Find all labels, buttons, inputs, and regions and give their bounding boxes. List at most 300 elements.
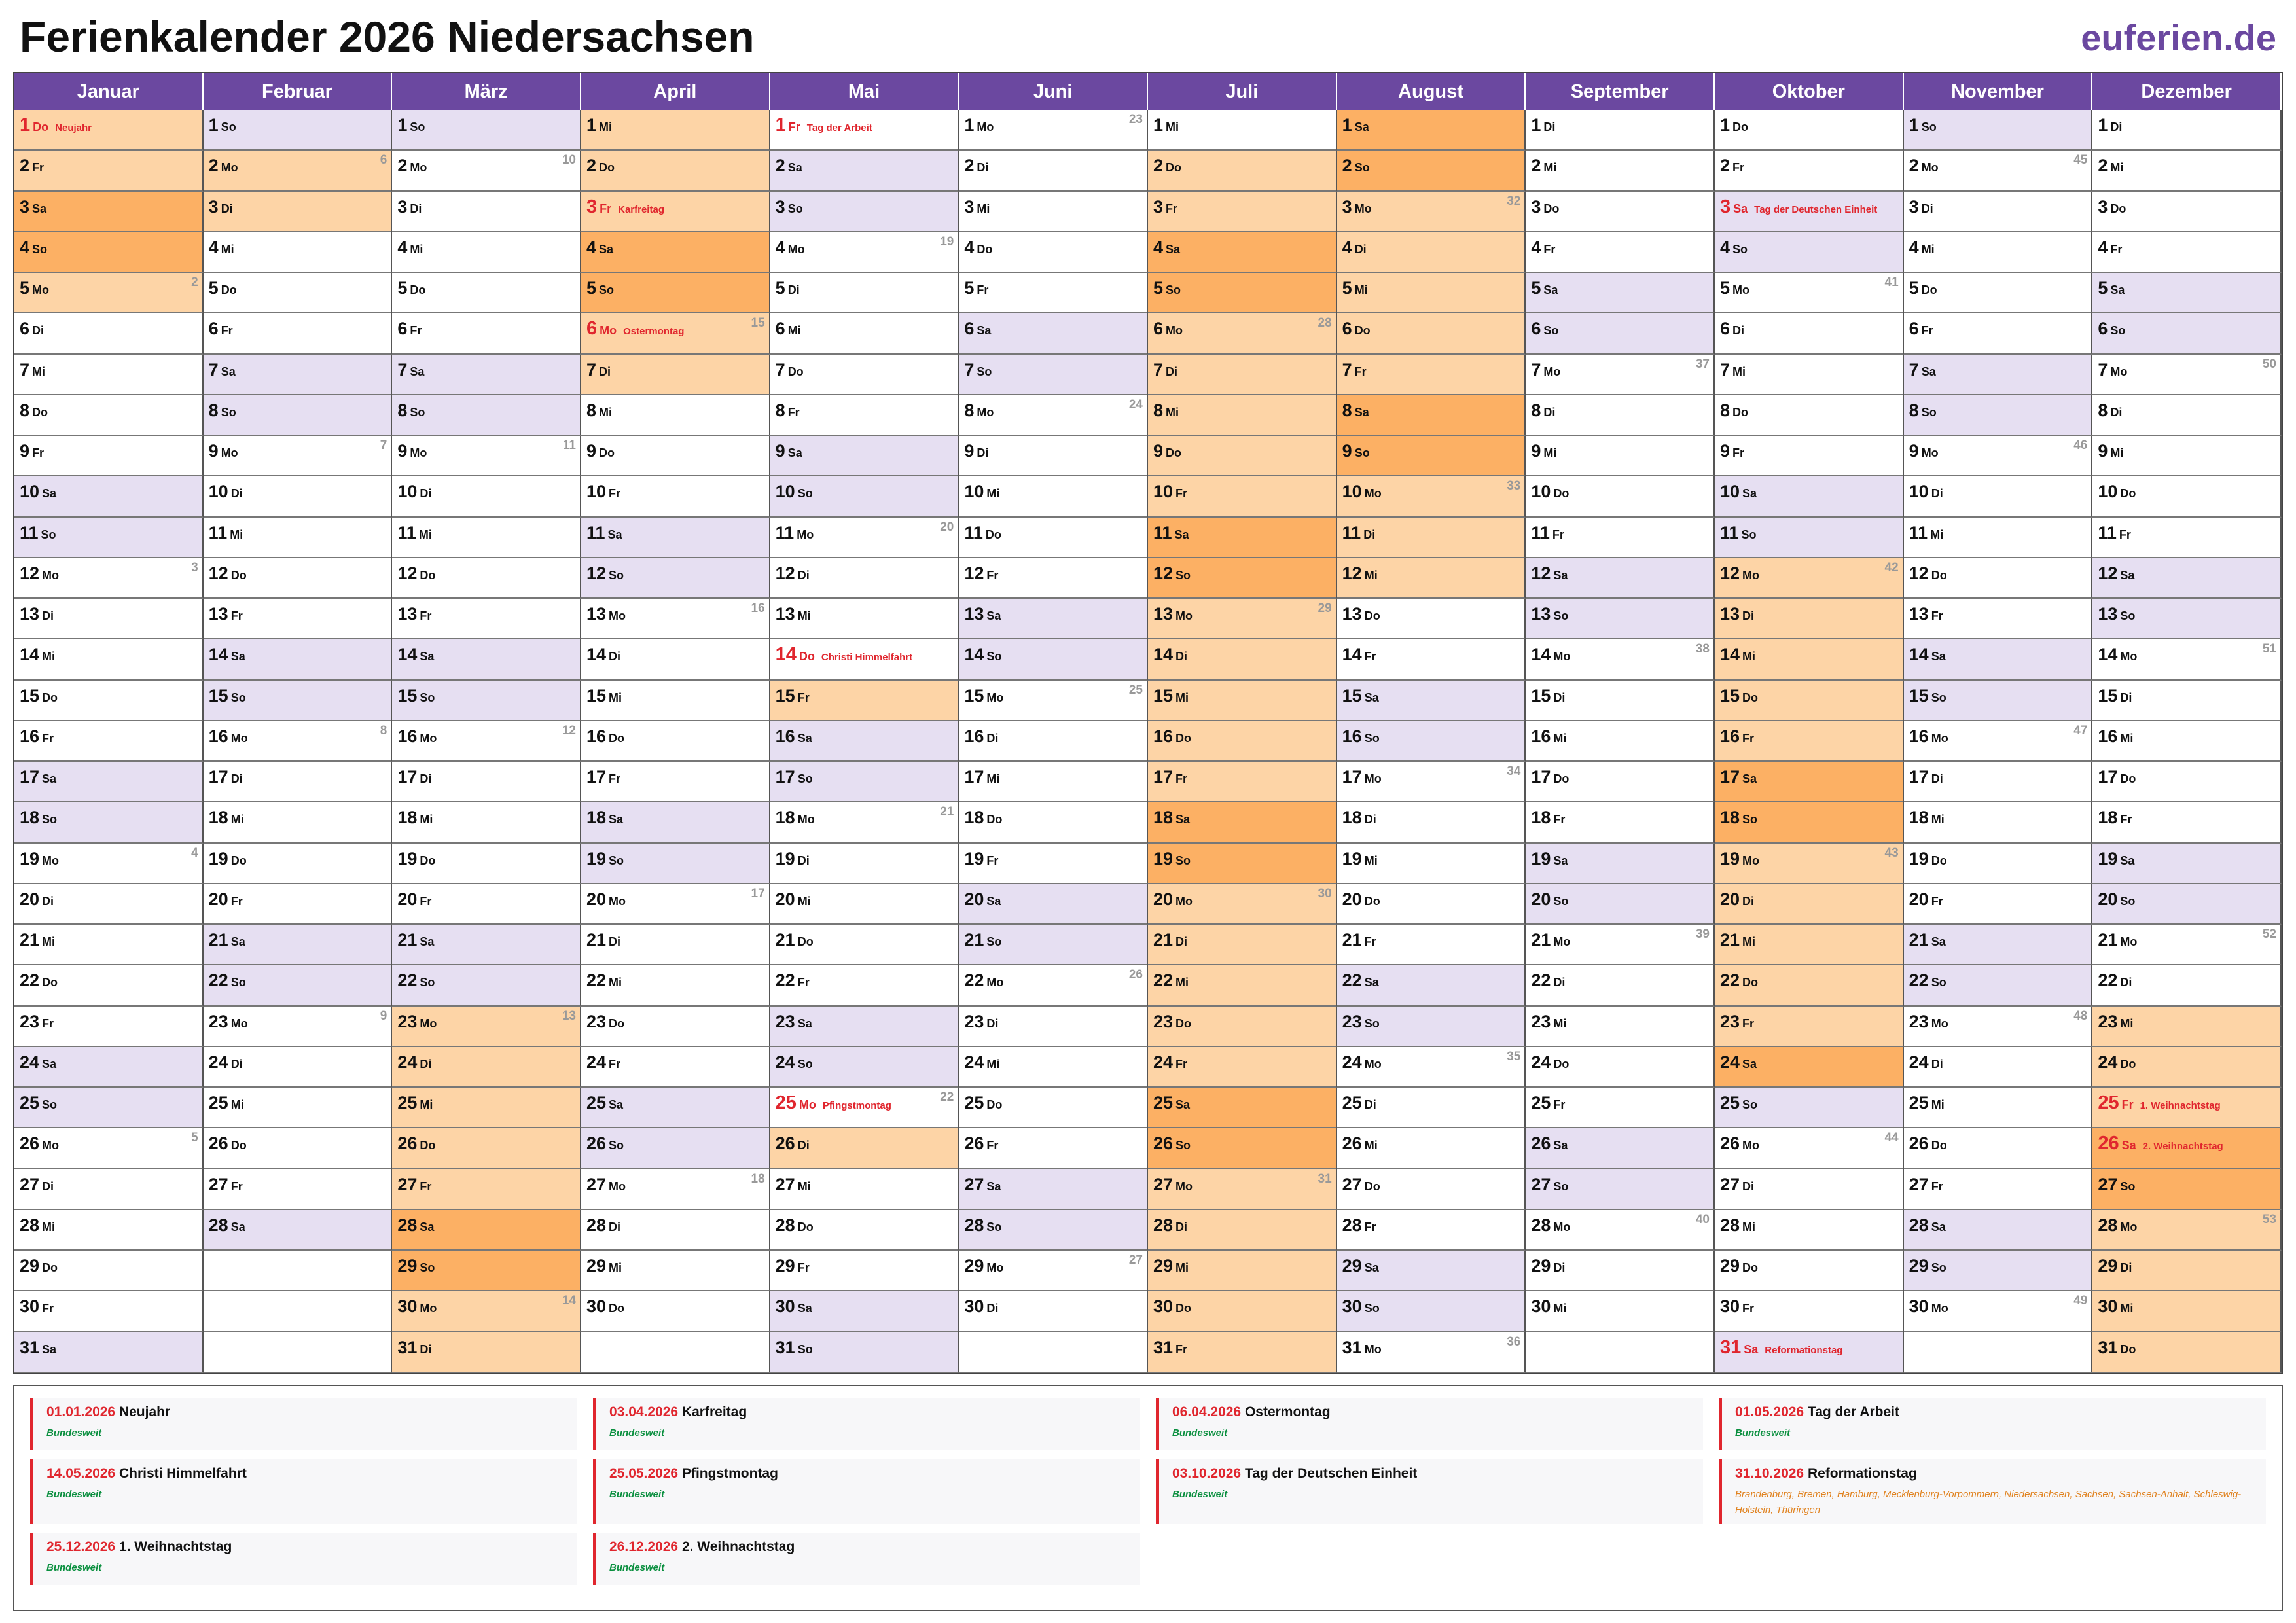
- legend-date: 06.04.2026: [1172, 1404, 1242, 1419]
- day-label: [586, 1092, 623, 1116]
- day-label: [1720, 969, 1758, 993]
- weekday: Do: [1742, 976, 1759, 990]
- day-number: 2: [1719, 156, 1731, 176]
- week-number: 42: [1884, 560, 1899, 575]
- day-label: [776, 277, 800, 301]
- day-number: 14: [1153, 645, 1174, 665]
- day-cell: [14, 558, 204, 599]
- day-label: [1342, 1051, 1382, 1075]
- day-label: [20, 1295, 54, 1319]
- day-cell: [1904, 232, 2093, 273]
- day-label: [1153, 1010, 1191, 1035]
- day-label: [776, 847, 810, 872]
- day-label: [2098, 888, 2135, 912]
- weekday: Sa: [986, 609, 1001, 623]
- day-cell: [581, 1291, 770, 1332]
- day-label: [1153, 643, 1187, 668]
- day-number: 18: [1153, 808, 1174, 828]
- day-label: [1153, 236, 1180, 260]
- day-cell: [1526, 313, 1715, 354]
- day-label: [1531, 847, 1568, 872]
- day-label: [397, 969, 435, 993]
- weekday: Sa: [230, 1220, 245, 1234]
- weekday: Di: [787, 283, 800, 297]
- legend-date: 14.05.2026: [46, 1466, 116, 1481]
- day-number: 30: [1909, 1296, 1929, 1317]
- day-label: [1720, 114, 1748, 138]
- day-label: [397, 1132, 435, 1156]
- brand-logo[interactable]: euferien.de: [2081, 17, 2276, 58]
- day-label: [1909, 1173, 1943, 1198]
- day-number: 9: [1342, 441, 1352, 461]
- weekday: Mi: [1931, 1098, 1945, 1112]
- day-cell: [1337, 558, 1526, 599]
- weekday: So: [1543, 324, 1559, 338]
- day-number: 10: [964, 482, 984, 502]
- day-number: 10: [775, 482, 795, 502]
- day-label: [1720, 643, 1755, 668]
- day-number: 8: [1719, 400, 1731, 420]
- day-label: [397, 1173, 431, 1198]
- week-number: 29: [1318, 601, 1332, 616]
- day-cell: [1526, 965, 1715, 1006]
- day-label: [586, 1132, 624, 1156]
- weekday: So: [1364, 731, 1380, 745]
- day-label: [776, 1214, 814, 1238]
- day-number: 23: [20, 1011, 40, 1031]
- day-label: [1342, 522, 1376, 546]
- calendar-table: [14, 73, 2282, 1373]
- day-label: [1720, 1336, 1842, 1362]
- weekday: Do: [1364, 609, 1380, 623]
- day-number: 14: [20, 645, 40, 665]
- weekday: Fr: [1175, 1057, 1188, 1071]
- day-cell: [770, 355, 960, 395]
- day-number: 19: [2098, 848, 2118, 868]
- weekday: Mo: [1364, 1342, 1382, 1356]
- day-label: [2098, 359, 2127, 383]
- day-label: [776, 1092, 891, 1117]
- week-number: 39: [1695, 927, 1710, 942]
- day-number: 1: [20, 115, 31, 135]
- day-cell: [392, 1007, 581, 1047]
- day-label: [1531, 929, 1570, 953]
- day-cell: [2092, 1210, 2282, 1251]
- day-label: [209, 1051, 243, 1075]
- day-label: [586, 522, 622, 546]
- weekday: Di: [230, 1057, 243, 1071]
- day-cell: [959, 639, 1148, 680]
- day-cell: [1526, 599, 1715, 639]
- weekday: So: [1553, 894, 1569, 908]
- day-number: 6: [1719, 319, 1731, 339]
- day-cell: [1526, 844, 1715, 884]
- day-label: [964, 929, 1001, 953]
- day-number: 29: [964, 1256, 984, 1276]
- day-cell: [1715, 518, 1904, 558]
- weekday: Do: [798, 650, 815, 664]
- day-cell: [1904, 110, 2093, 151]
- weekday: Do: [1175, 1302, 1192, 1315]
- week-number: 49: [2073, 1294, 2088, 1308]
- day-number: 18: [1719, 808, 1740, 828]
- day-label: [1342, 1214, 1376, 1238]
- day-number: 31: [20, 1337, 40, 1357]
- weekday: Fr: [32, 161, 45, 175]
- day-number: 15: [1719, 685, 1740, 705]
- weekday: Mi: [1543, 446, 1557, 460]
- weekday: Mo: [230, 1016, 248, 1030]
- day-label: [776, 359, 804, 383]
- day-cell: [770, 1047, 960, 1088]
- day-number: 3: [1342, 196, 1352, 217]
- weekday: Mi: [230, 1098, 244, 1112]
- day-number: 17: [1342, 767, 1362, 787]
- day-cell: [2092, 518, 2282, 558]
- holiday-name: 1. Weihnachtstag: [2140, 1100, 2221, 1112]
- day-number: 5: [2098, 278, 2108, 298]
- day-label: [1720, 603, 1754, 627]
- day-cell: [959, 436, 1148, 476]
- day-cell: [1715, 1128, 1904, 1169]
- day-label: [2098, 1255, 2132, 1279]
- day-label: [1153, 1295, 1191, 1319]
- day-number: 5: [20, 278, 30, 298]
- day-number: 28: [1531, 1215, 1551, 1235]
- day-number: 12: [1153, 563, 1174, 583]
- day-label: [2098, 603, 2135, 627]
- weekday: Fr: [1175, 1342, 1188, 1356]
- holiday-cell: [770, 1088, 960, 1128]
- day-cell: [1148, 1210, 1337, 1251]
- day-cell: [392, 151, 581, 191]
- day-cell: [1148, 518, 1337, 558]
- weekday: Sa: [420, 935, 435, 949]
- day-label: [1153, 766, 1187, 790]
- weekday: Di: [42, 609, 54, 623]
- day-label: [964, 847, 998, 872]
- day-label: [209, 480, 243, 505]
- day-cell: [2092, 558, 2282, 599]
- day-cell: [392, 355, 581, 395]
- day-cell: [1715, 639, 1904, 680]
- day-label: [586, 114, 612, 138]
- day-number: 17: [1531, 767, 1551, 787]
- legend-region: Bundesweit: [46, 1427, 102, 1438]
- week-number: 23: [1128, 113, 1143, 126]
- day-label: [776, 440, 802, 464]
- weekday: So: [1742, 813, 1758, 827]
- weekday: So: [2120, 609, 2136, 623]
- legend-item: [593, 1533, 1140, 1585]
- day-cell: [204, 681, 393, 721]
- day-label: [964, 1010, 998, 1035]
- day-number: 22: [2098, 971, 2118, 991]
- day-cell: [1526, 925, 1715, 965]
- day-number: 1: [397, 115, 408, 135]
- day-number: 3: [20, 196, 30, 217]
- day-cell: [1904, 313, 2093, 354]
- weekday: Fr: [1364, 1220, 1376, 1234]
- day-number: 9: [20, 441, 30, 461]
- week-number: 10: [562, 153, 576, 168]
- weekday: Mi: [797, 609, 811, 623]
- legend-date: 01.05.2026: [1735, 1404, 1804, 1419]
- day-label: [397, 114, 425, 138]
- day-cell: [1715, 681, 1904, 721]
- week-number: 35: [1507, 1049, 1521, 1063]
- weekday: Fr: [609, 487, 621, 501]
- week-number: 3: [191, 560, 198, 575]
- weekday: Mo: [1742, 1139, 1760, 1152]
- day-label: [2098, 1214, 2137, 1238]
- day-cell: [1337, 476, 1526, 517]
- day-cell: [14, 313, 204, 354]
- day-cell: [1526, 192, 1715, 232]
- day-number: 23: [964, 1011, 984, 1031]
- day-cell: [1337, 151, 1526, 191]
- weekday: So: [1364, 1016, 1380, 1030]
- weekday: Fr: [1931, 894, 1943, 908]
- day-number: 2: [397, 156, 408, 176]
- legend-region: Bundesweit: [1172, 1489, 1228, 1500]
- weekday: Fr: [42, 1016, 54, 1030]
- weekday: Do: [1931, 1139, 1947, 1152]
- day-label: [1153, 196, 1177, 220]
- weekday: Do: [420, 853, 436, 867]
- day-label: [1720, 1295, 1754, 1319]
- day-number: 21: [1153, 930, 1174, 950]
- day-label: [1720, 1010, 1754, 1035]
- day-cell: [1904, 151, 2093, 191]
- day-cell: [581, 681, 770, 721]
- day-cell: [1337, 192, 1526, 232]
- day-label: [1909, 1255, 1946, 1279]
- weekday: Di: [986, 1016, 999, 1030]
- day-label: [964, 1295, 998, 1319]
- day-number: 14: [208, 645, 228, 665]
- day-number: 2: [1531, 156, 1541, 176]
- day-number: 11: [2098, 522, 2117, 543]
- day-label: [397, 236, 423, 260]
- day-cell: [204, 1251, 393, 1291]
- day-cell: [581, 395, 770, 436]
- day-label: [20, 1092, 57, 1116]
- weekday: Sa: [986, 894, 1001, 908]
- day-number: 19: [1531, 848, 1551, 868]
- day-number: 17: [208, 767, 228, 787]
- day-cell: [1337, 762, 1526, 802]
- day-number: 22: [586, 971, 607, 991]
- day-label: [1531, 359, 1560, 383]
- day-cell: [2092, 436, 2282, 476]
- day-number: 19: [1342, 848, 1362, 868]
- day-number: 17: [20, 767, 40, 787]
- day-cell: [392, 1128, 581, 1169]
- day-label: [1909, 236, 1935, 260]
- weekday: Mo: [2120, 935, 2138, 949]
- day-label: [964, 1173, 1001, 1198]
- day-cell: [1337, 1047, 1526, 1088]
- day-number: 20: [208, 889, 228, 909]
- day-number: 27: [208, 1174, 228, 1194]
- day-cell: [581, 884, 770, 925]
- day-cell: [581, 844, 770, 884]
- day-number: 30: [1531, 1296, 1551, 1317]
- day-cell: [14, 965, 204, 1006]
- day-number: 30: [775, 1296, 795, 1317]
- day-cell: [1148, 762, 1337, 802]
- weekday: Fr: [1543, 242, 1556, 256]
- day-number: 21: [397, 930, 418, 950]
- day-label: [1342, 154, 1370, 179]
- day-cell: [1715, 884, 1904, 925]
- day-number: 6: [20, 319, 30, 339]
- day-label: [1531, 1255, 1565, 1279]
- day-label: [1720, 1255, 1758, 1279]
- day-number: 22: [20, 971, 40, 991]
- weekday: Mo: [1921, 161, 1939, 175]
- day-number: 28: [208, 1215, 228, 1235]
- weekday: Mo: [1364, 487, 1382, 501]
- day-number: 3: [775, 196, 785, 217]
- weekday: Mo: [2120, 650, 2138, 664]
- day-cell: [1337, 884, 1526, 925]
- day-label: [1153, 399, 1179, 423]
- day-number: 18: [1909, 808, 1929, 828]
- day-cell: [1904, 599, 2093, 639]
- day-number: 25: [208, 1093, 228, 1113]
- weekday: Sa: [1742, 772, 1757, 786]
- day-label: [586, 1255, 622, 1279]
- weekday: Sa: [797, 1302, 812, 1315]
- weekday: Mi: [986, 1057, 1000, 1071]
- weekday: Di: [797, 1139, 810, 1152]
- weekday: Mo: [221, 161, 238, 175]
- weekday: Mi: [1175, 1261, 1189, 1275]
- day-cell: [1904, 273, 2093, 313]
- day-cell: [581, 802, 770, 843]
- day-number: 15: [397, 685, 418, 705]
- day-number: 4: [2098, 237, 2108, 257]
- weekday: Sa: [42, 772, 57, 786]
- day-number: 13: [20, 604, 40, 624]
- weekday: Do: [1175, 1016, 1192, 1030]
- day-cell: [2092, 151, 2282, 191]
- day-cell: [959, 884, 1148, 925]
- day-label: [20, 806, 57, 830]
- weekday: Di: [420, 1342, 432, 1356]
- day-number: 19: [964, 848, 984, 868]
- day-cell: [204, 639, 393, 680]
- day-cell: [770, 313, 960, 354]
- weekday: So: [42, 1098, 58, 1112]
- day-number: 20: [2098, 889, 2118, 909]
- day-label: [1720, 562, 1759, 586]
- day-number: 23: [1342, 1011, 1362, 1031]
- week-number: 30: [1318, 886, 1332, 901]
- day-label: [1531, 1051, 1569, 1075]
- day-cell: [770, 925, 960, 965]
- day-number: 21: [1909, 930, 1929, 950]
- legend-title: [609, 1404, 1132, 1420]
- day-label: [1909, 847, 1947, 872]
- day-label: [776, 114, 872, 139]
- day-cell: [581, 925, 770, 965]
- day-number: 9: [1153, 441, 1164, 461]
- week-number: 48: [2073, 1008, 2088, 1023]
- holiday-cell: [770, 639, 960, 680]
- day-cell: [1337, 599, 1526, 639]
- weekday: Do: [986, 1098, 1003, 1112]
- day-label: [2098, 1132, 2223, 1158]
- day-label: [209, 847, 247, 872]
- day-cell: [1526, 151, 1715, 191]
- day-cell: [204, 1128, 393, 1169]
- day-number: 26: [1531, 1133, 1551, 1154]
- day-number: 16: [1909, 726, 1929, 746]
- day-cell: [1337, 355, 1526, 395]
- weekday: So: [986, 650, 1002, 664]
- weekday: Sa: [42, 1057, 57, 1071]
- day-cell: [392, 110, 581, 151]
- weekday: So: [609, 853, 624, 867]
- day-number: 15: [586, 685, 607, 705]
- weekday: Di: [797, 853, 810, 867]
- day-label: [397, 685, 435, 709]
- weekday: Di: [230, 772, 243, 786]
- day-label: [1153, 1173, 1193, 1198]
- day-label: [2098, 522, 2131, 546]
- month-header: April: [581, 73, 770, 110]
- day-label: [1531, 1295, 1566, 1319]
- month-header: Juli: [1148, 73, 1337, 110]
- weekday: So: [977, 365, 992, 378]
- weekday: Mo: [42, 568, 60, 582]
- day-label: [776, 725, 812, 749]
- day-number: 21: [208, 930, 228, 950]
- day-cell: [1148, 925, 1337, 965]
- day-cell: [204, 110, 393, 151]
- day-label: [397, 562, 435, 586]
- day-cell: [14, 681, 204, 721]
- weekday: So: [32, 242, 48, 256]
- day-cell: [770, 232, 960, 273]
- day-number: 24: [1719, 1052, 1740, 1072]
- day-label: [2098, 154, 2123, 179]
- weekday: Mo: [2110, 365, 2128, 378]
- day-number: 6: [397, 319, 408, 339]
- day-label: [20, 1010, 54, 1035]
- day-cell: [204, 232, 393, 273]
- day-number: 9: [2098, 441, 2108, 461]
- day-label: [586, 603, 626, 627]
- day-cell: [392, 884, 581, 925]
- day-label: [1153, 725, 1191, 749]
- weekday: Fr: [230, 609, 243, 623]
- day-number: 3: [586, 196, 598, 217]
- day-label: [964, 1214, 1001, 1238]
- day-cell: [14, 1210, 204, 1251]
- day-cell: [392, 436, 581, 476]
- weekday: Mi: [2110, 161, 2124, 175]
- day-number: 6: [1342, 319, 1352, 339]
- week-number: 44: [1884, 1131, 1899, 1145]
- weekday: Fr: [1921, 324, 1933, 338]
- day-cell: [959, 518, 1148, 558]
- day-label: [586, 399, 612, 423]
- day-label: [586, 1214, 620, 1238]
